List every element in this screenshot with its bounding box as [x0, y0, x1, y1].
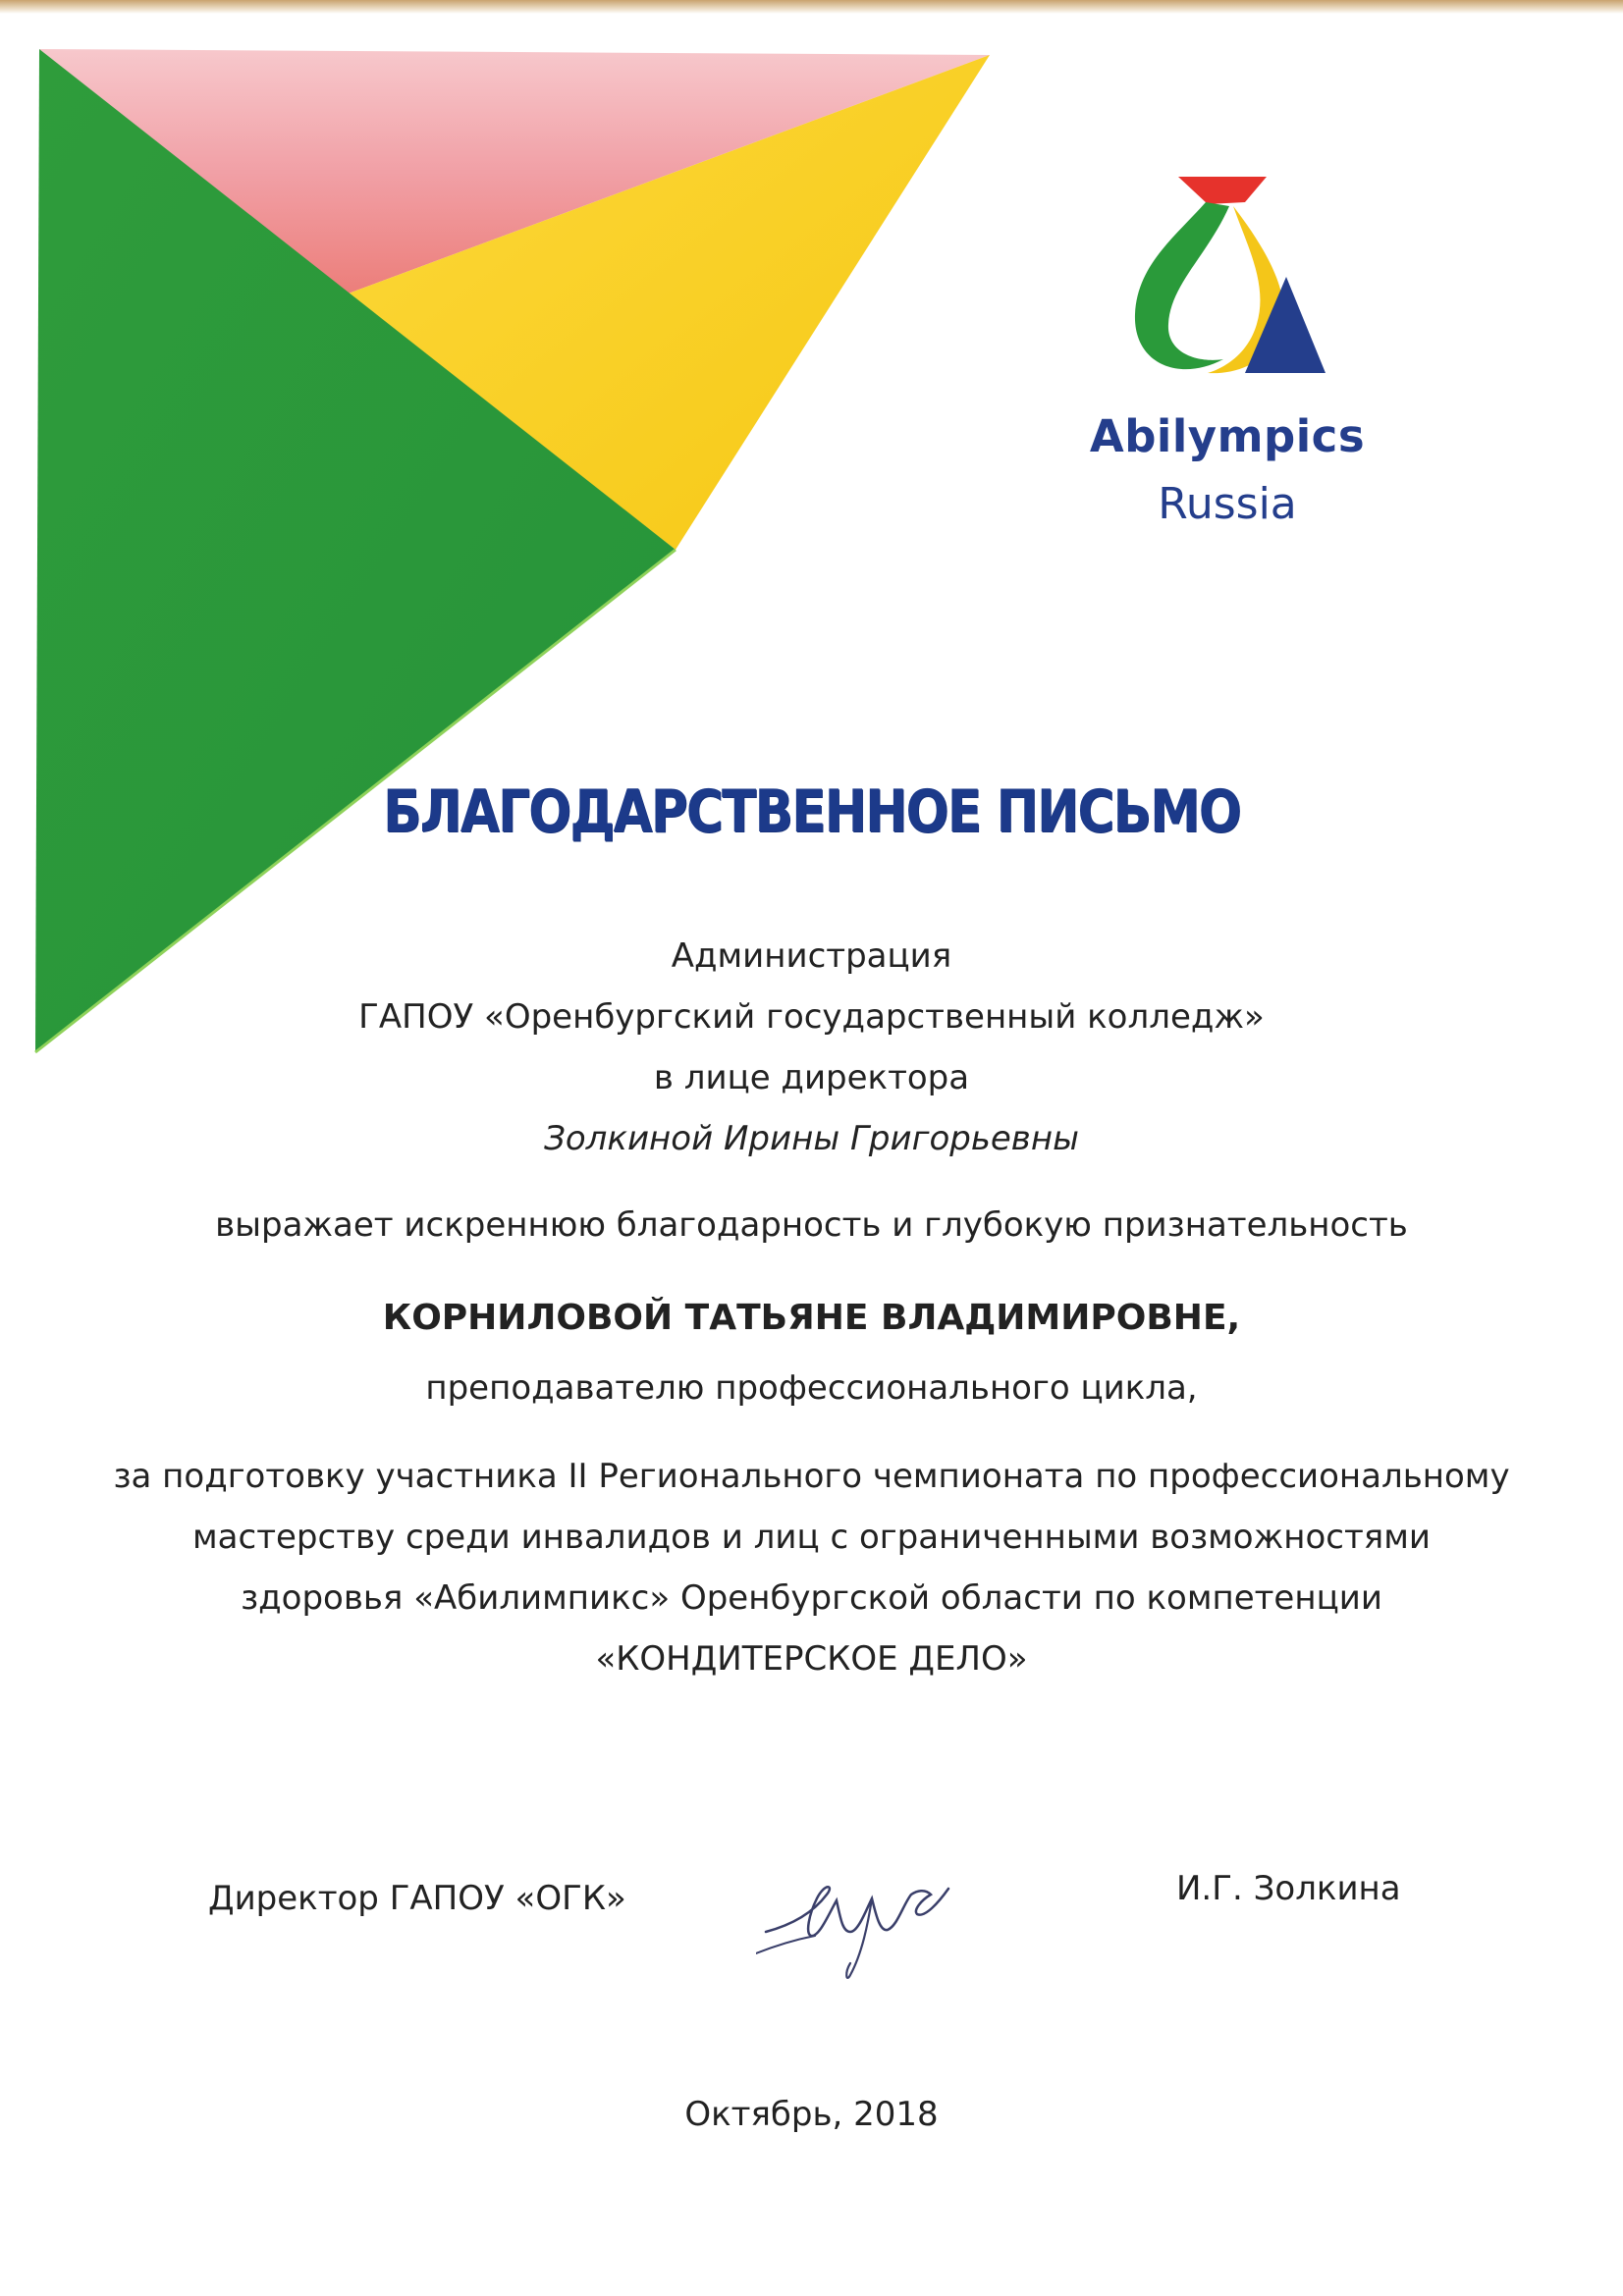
signatory-position: Директор ГАПОУ «ОГК»	[208, 1879, 626, 1918]
reason-line-3: здоровья «Абилимпикс» Оренбургской области по компетенции	[241, 1578, 1382, 1618]
recipient-role: преподавателю профессионального цикла,	[425, 1368, 1198, 1408]
from-line-2: ГАПОУ «Оренбургский государственный колледж»	[358, 997, 1265, 1037]
reason-line-2: мастерству среди инвалидов и лиц с ограниченными возможностями	[192, 1518, 1431, 1557]
letter-date: Октябрь, 2018	[684, 2095, 939, 2134]
letter-title: БЛАГОДАРСТВЕННОЕ ПИСЬМО	[383, 777, 1240, 846]
signatory-name: И.Г. Золкина	[1176, 1869, 1401, 1908]
logo-wordmark: Abilympics	[1089, 410, 1366, 462]
logo-green-swoosh	[1135, 202, 1229, 369]
recipient-name: КОРНИЛОВОЙ ТАТЬЯНЕ ВЛАДИМИРОВНЕ,	[382, 1298, 1241, 1338]
gratitude-line: выражает искреннюю благодарность и глубокую признательность	[215, 1205, 1408, 1245]
reason-line-1: за подготовку участника II Регионального чемпионата по профессиональному	[113, 1457, 1510, 1496]
from-line-1: Администрация	[671, 936, 952, 976]
reason-line-4: «КОНДИТЕРСКОЕ ДЕЛО»	[595, 1639, 1028, 1679]
from-line-3: в лице директора	[653, 1058, 970, 1097]
director-name: Золкиной Ирины Григорьевны	[544, 1119, 1079, 1158]
logo-red-flag	[1178, 177, 1267, 204]
logo-country: Russia	[1158, 479, 1297, 529]
decorative-triangles	[0, 0, 1623, 1080]
handwritten-signature	[756, 1855, 982, 1993]
